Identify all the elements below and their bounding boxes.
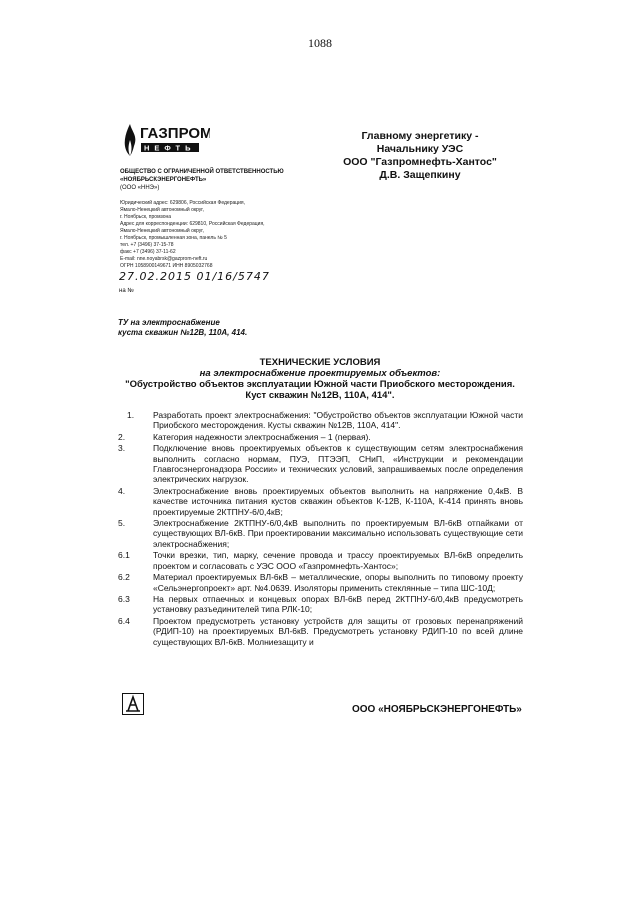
subject-line: [118, 318, 318, 338]
list-item: [118, 443, 523, 485]
org-line: «НОЯБРЬСКЭНЕРГОНЕФТЬ»: [120, 177, 207, 183]
item-number: 6.2: [118, 572, 130, 583]
item-text: Разработать проект электроснабжения: "Обустройство объектов эксплуатации Южной части Приобского месторождения. Кусты скважин №12В, 110А, 414".: [153, 410, 523, 431]
footer-derrick-icon: [122, 693, 144, 715]
logo-brand: ГАЗПРОМ: [140, 125, 210, 142]
detail-line: тел. +7 (3496) 37-15-78: [120, 242, 174, 248]
item-number: 1.: [127, 410, 135, 420]
addressee-block: [300, 130, 540, 182]
logo-sub: НЕФТЬ: [144, 143, 196, 153]
item-text: Точки врезки, тип, марку, сечение провода и трассу проектируемых ВЛ-6кВ определить проектом и согласовать с УЭС ООО «Газпромнефть-Хантос»;: [153, 550, 523, 571]
list-item: [118, 594, 523, 615]
list-item: [118, 518, 523, 549]
item-text: На первых отпаечных и концевых опорах ВЛ-6кВ перед 2КТПНУ-6/0,4кВ предусмотреть установку разъединителей типа РЛК-10;: [153, 593, 523, 615]
detail-line: Юридический адрес: 629806, Российская Федерация,: [120, 200, 246, 206]
detail-line: г. Ноябрьск, промзона: [120, 214, 172, 220]
item-number: 3.: [118, 443, 126, 454]
item-number: 6.4: [118, 615, 130, 626]
detail-line: E-mail: nne.noyabrsk@gazprom-neft.ru: [120, 256, 208, 262]
list-item: [118, 432, 523, 442]
title-line: на электроснабжение проектируемых объектов:: [199, 368, 441, 379]
title-line: Куст скважин №12В, 110А, 414".: [245, 390, 395, 401]
item-number: 6.3: [118, 593, 130, 604]
item-number: 2.: [118, 431, 126, 442]
item-number: 5.: [118, 518, 126, 529]
title-line: "Обустройство объектов эксплуатации Южной части Приобского месторождения.: [125, 379, 515, 390]
detail-line: г. Ноябрьск, промышленная зона, панель № 5: [120, 235, 227, 241]
item-number: 4.: [118, 485, 126, 496]
item-text: Проектом предусмотреть установку устройств для защиты от грозовых перенапряжений (РДИП-10) на проектируемых ВЛ-6кВ. Предусмотреть установку РДИП-10 по всей длине существующих ВЛ-6кВ. Молниезащиту и: [153, 615, 523, 647]
item-text: Категория надежности электроснабжения – 1 (первая).: [153, 431, 371, 442]
gazprom-neft-logo: [120, 118, 210, 158]
footer-org-name: ООО «НОЯБРЬСКЭНЕРГОНЕФТЬ»: [352, 704, 522, 715]
org-details: [120, 200, 280, 270]
addressee-line: ООО "Газпромнефть-Хантос": [343, 156, 497, 168]
title-line: ТЕХНИЧЕСКИЕ УСЛОВИЯ: [259, 357, 381, 368]
item-text: Электроснабжение вновь проектируемых объектов выполнить на напряжение 0,4кВ. В качестве источника питания кустов скважин объектов К-12В, К-110А, К-414 принять вновь проектируемые 2КТПНУ-6/0,4кВ;: [153, 485, 523, 517]
addressee-line: Начальнику УЭС: [376, 143, 464, 155]
detail-line: факс +7 (3496) 37-11-62: [120, 249, 176, 255]
item-text: Подключение вновь проектируемых объектов к существующим сетям электроснабжения выполнить согласно нормам, ПУЭ, ПТЭЭП, СНиП, «Инструкции и рекомендации Главгосэнергонадзора России» и технических условий, запрашиваемых после определения электрических нагрузок.: [153, 443, 523, 485]
list-item: [118, 410, 523, 431]
org-name: [120, 168, 290, 192]
list-item: [118, 550, 523, 571]
detail-line: Ямало-Ненецкий автономный округ,: [120, 207, 204, 213]
flame-icon: [120, 118, 210, 158]
document-title: [100, 357, 540, 401]
item-number: 6.1: [118, 550, 130, 561]
detail-line: Адрес для корреспонденции: 629810, Российская Федерация,: [120, 221, 265, 227]
detail-line: ОГРН 1058900149671 ИНН 8905032768: [120, 263, 213, 269]
item-text: Электроснабжение 2КТПНУ-6/0,4кВ выполнить по проектируемым ВЛ-6кВ отпайками от существующих ВЛ-6кВ. При проектировании максимально использовать существующие сети электроснабжения;: [153, 518, 523, 549]
conditions-list: [118, 410, 523, 648]
item-text: Материал проектируемых ВЛ-6кВ – металлические, опоры выполнить по типовому проекту «Сельэнергопроект» арт. №4.0639. Изоляторы применить стеклянные – типа ШС-10Д;: [153, 572, 523, 593]
reply-to-label: на №: [119, 288, 134, 294]
page-number: 1088: [308, 36, 332, 50]
subject-text: ТУ на электроснабжение: [118, 318, 220, 327]
list-item: [118, 572, 523, 593]
list-item: [118, 616, 523, 647]
detail-line: Ямало-Ненецкий автономный округ,: [120, 228, 204, 234]
addressee-line: Главному энергетику -: [361, 130, 479, 142]
subject-text: куста скважин №12В, 110А, 414.: [118, 328, 248, 337]
handwritten-date-number: 27.02.2015 01/16/5747: [119, 270, 270, 283]
org-line: ОБЩЕСТВО С ОГРАНИЧЕННОЙ ОТВЕТСТВЕННОСТЬЮ: [120, 169, 284, 175]
org-line: (ООО «ННЭ»): [120, 185, 160, 191]
list-item: [118, 486, 523, 517]
addressee-line: Д.В. Защепкину: [379, 169, 461, 181]
